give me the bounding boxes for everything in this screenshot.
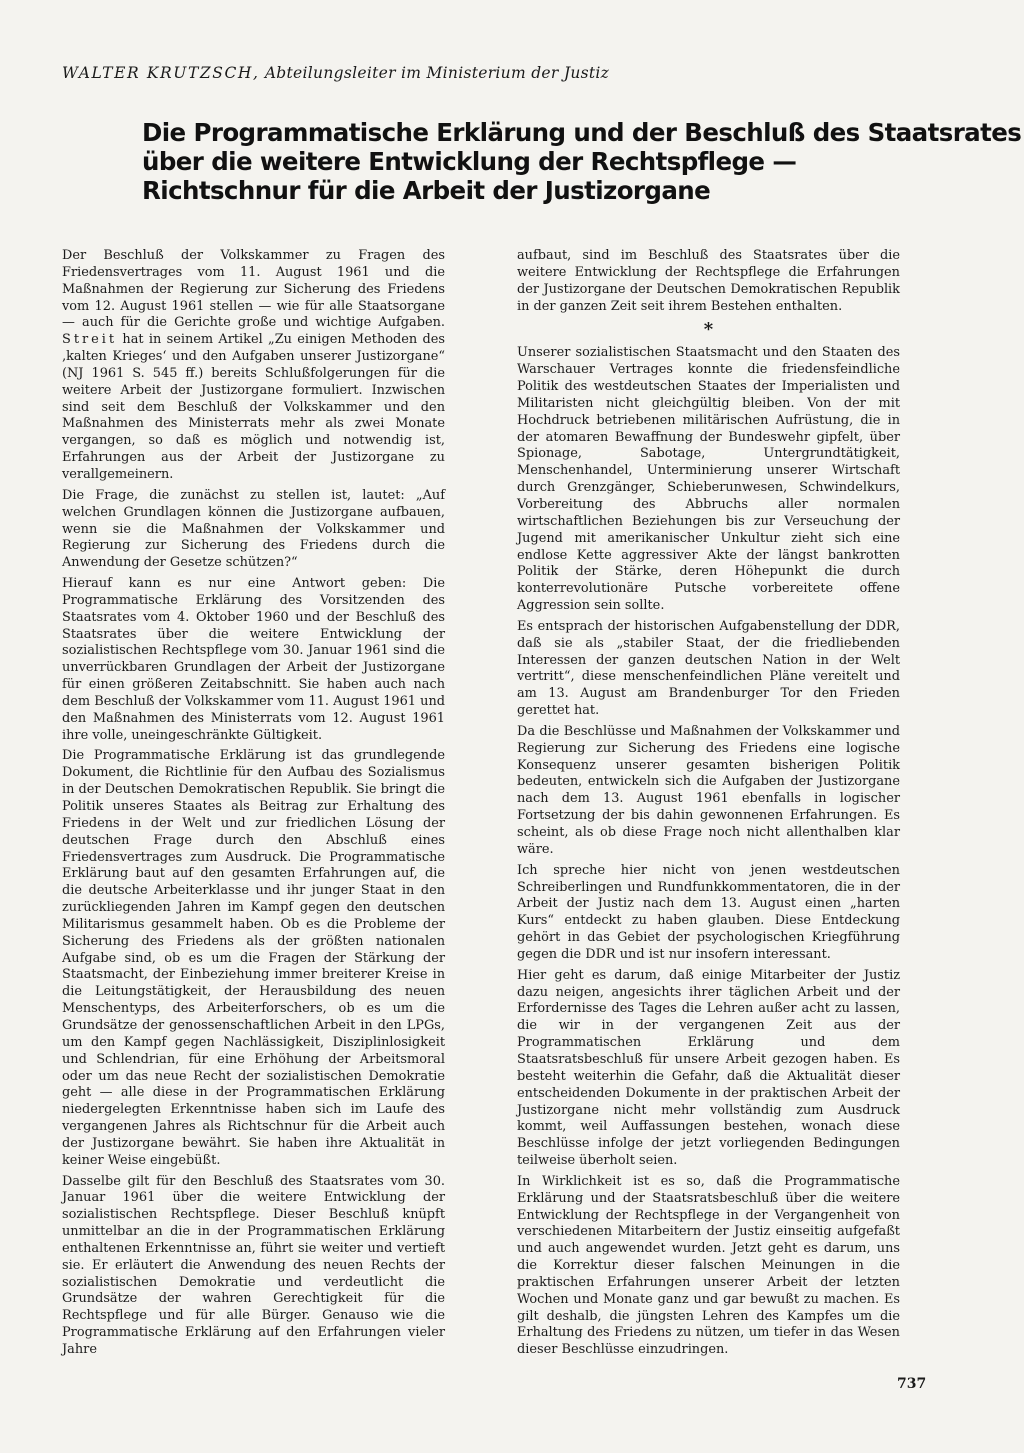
cited-author: Streit bbox=[62, 332, 118, 348]
title-line-2: über die weitere Entwicklung der Rechtspflege — bbox=[142, 147, 797, 176]
page-number: 737 bbox=[897, 1376, 927, 1392]
paragraph: Hierauf kann es nur eine Antwort geben: Die Programmatische Erklärung des Vorsitzenden des Staatsrates vom 4. Oktober 1960 und der Beschluß des Staatsrates über die weitere Entwicklung der sozialistischen Rechtspflege vom 30. Januar 1961 sind die unverrückbaren Grundlagen der Arbeit der Justizorgane für einen größeren Zeitabschnitt. Sie haben auch nach dem Beschluß der Volkskammer vom 11. August 1961 und den Maßnahmen des Ministerrats vom 12. August 1961 ihre volle, uneingeschränkte Gültigkeit. bbox=[62, 576, 445, 743]
author-byline bbox=[62, 64, 609, 82]
title-line-3: Richtschnur für die Arbeit der Justizorgane bbox=[142, 176, 711, 205]
author-role: Abteilungsleiter im Ministerium der Justiz bbox=[264, 64, 610, 82]
author-name: WALTER KRUTZSCH, bbox=[62, 64, 260, 82]
paragraph: Es entsprach der historischen Aufgabenstellung der DDR, daß sie als „stabiler Staat, der die friedliebenden Interessen der ganzen deutschen Nation in der Welt vertritt“, diese menschenfeindlichen Pläne vereitelt und am 13. August am Brandenburger Tor den Frieden gerettet hat. bbox=[517, 618, 900, 719]
paragraph: Unserer sozialistischen Staatsmacht und den Staaten des Warschauer Vertrages konnte die friedensfeindliche Politik des westdeutschen Staates der Imperialisten und Militaristen nicht gleichgültig bleiben. Von der mit Hochdruck betriebenen militärischen Aufrüstung, die in der atomaren Bewaffnung der Bundeswehr gipfelt, über Spionage, Sabotage, Untergrundtätigkeit, Menschenhandel, Unterminierung unserer Wirtschaft durch Grenzgänger, Schieberunwesen, Schwindelkurs, Vorbereitung des Abbruchs aller normalen wirtschaftlichen Beziehungen bis zur Verseuchung der Jugend mit amerikanischer Unkultur zieht sich eine endlose Kette aggressiver Akte der längst bankrotten Politik der Stärke, deren Höhepunkt die durch konterrevolutionäre Putsche vorbereitete offene Aggression sein sollte. bbox=[517, 345, 900, 614]
paragraph: Die Frage, die zunächst zu stellen ist, lautet: „Auf welchen Grundlagen können die Justizorgane aufbauen, wenn sie die Maßnahmen der Volkskammer und Regierung zur Sicherung des Friedens durch die Anwendung der Gesetze schützen?“ bbox=[62, 487, 445, 571]
paragraph-text: Der Beschluß der Volkskammer zu Fragen des Friedensvertrages vom 11. August 1961 und die Maßnahmen der Regierung zur Sicherung des Friedens vom 12. August 1961 stellen — wie für alle Staatsorgane — auch für die Gerichte große und wichtige Aufgaben. bbox=[62, 248, 445, 331]
paragraph: Dasselbe gilt für den Beschluß des Staatsrates vom 30. Januar 1961 über die weitere Entwicklung der sozialistischen Rechtspflege. Dieser Beschluß knüpft unmittelbar an die in der Programmatischen Erklärung enthaltenen Erkenntnisse an, führt sie weiter und vertieft sie. Er erläutert die Anwendung des neuen Rechts der sozialistischen Demokratie und verdeutlicht die Grundsätze der wahren Gerechtigkeit für die Rechtspflege und für alle Bürger. Genauso wie die Programmatische Erklärung auf den Erfahrungen vieler Jahre bbox=[62, 1173, 445, 1357]
left-column bbox=[62, 248, 445, 1363]
title-line-1: Die Programmatische Erklärung und der Beschluß des Staatsrates bbox=[142, 118, 1022, 147]
paragraph: In Wirklichkeit ist es so, daß die Programmatische Erklärung und der Staatsratsbeschluß über die weitere Entwicklung der Rechtspflege in der Vergangenheit von verschiedenen Mitarbeitern der Justiz einseitig aufgefaßt und auch angewendet wurden. Jetzt geht es darum, uns die Korrektur dieser falschen Meinungen in die praktischen Erfahrungen unserer Arbeit der letzten Wochen und Monate ganz und gar bewußt zu machen. Es gilt deshalb, die jüngsten Lehren des Kampfes um die Erhaltung des Friedens zu nützen, um tiefer in das Wesen dieser Beschlüsse einzudringen. bbox=[517, 1173, 900, 1358]
paragraph bbox=[62, 248, 445, 484]
paragraph: Hier geht es darum, daß einige Mitarbeiter der Justiz dazu neigen, angesichts ihrer täglichen Arbeit und der Erfordernisse des Tages die Lehren außer acht zu lassen, die wir in der vergangenen Zeit aus der Programmatischen Erklärung und dem Staatsratsbeschluß für unsere Arbeit gezogen haben. Es besteht weiterhin die Gefahr, daß die Aktualität dieser entscheidenden Dokumente in der praktischen Arbeit der Justizorgane nicht mehr vollständig zum Ausdruck kommt, weil Auffassungen bestehen, wonach diese Beschlüsse infolge der jetzt vorliegenden Bedingungen teilweise überholt seien. bbox=[517, 967, 900, 1169]
paragraph: Da die Beschlüsse und Maßnahmen der Volkskammer und Regierung zur Sicherung des Friedens eine logische Konsequenz unserer gesamten bisherigen Politik bedeuten, entwickeln sich die Aufgaben der Justizorgane nach dem 13. August 1961 ebenfalls in logischer Fortsetzung der bis dahin gewonnenen Erfahrungen. Es scheint, als ob diese Frage noch nicht allenthalben klar wäre. bbox=[517, 723, 900, 857]
paragraph-text: hat in seinem Artikel „Zu einigen Methoden des ‚kalten Krieges‘ und den Aufgaben unserer Justizorgane“ (NJ 1961 S. 545 ff.) bereits Schlußfolgerungen für die weitere Arbeit der Justizorgane formuliert. Inzwischen sind seit dem Beschluß der Volkskammer und den Maßnahmen des Ministerrats mehr als zwei Monate vergangen, so daß es möglich und notwendig ist, Erfahrungen aus der Arbeit der Justizorgane zu verallgemeinern. bbox=[62, 332, 445, 482]
right-column bbox=[517, 248, 900, 1363]
paragraph: Ich spreche hier nicht von jenen westdeutschen Schreiberlingen und Rundfunkkommentatoren, die in der Arbeit der Justiz nach dem 13. August einen „harten Kurs“ entdeckt zu haben glauben. Diese Entdeckung gehört in das Gebiet der psychologischen Kriegführung gegen die DDR und ist nur insofern interessant. bbox=[517, 862, 900, 962]
section-separator: * bbox=[703, 319, 714, 341]
article-title bbox=[142, 118, 1022, 205]
paragraph: Die Programmatische Erklärung ist das grundlegende Dokument, die Richtlinie für den Aufbau des Sozialismus in der Deutschen Demokratischen Republik. Sie bringt die Politik unseres Staates als Beitrag zur Erhaltung des Friedens in der Welt und zur friedlichen Lösung der deutschen Frage durch den Abschluß eines Friedensvertrages zum Ausdruck. Die Programmatische Erklärung baut auf den gesamten Erfahrungen auf, die die deutsche Arbeiterklasse und ihr junger Staat in den zurückliegenden Jahren im Kampf gegen den deutschen Militarismus gesammelt haben. Ob es die Probleme der Sicherung des Friedens als der größten nationalen Aufgabe sind, ob es um die Fragen der Stärkung der Staatsmacht, der Einbeziehung immer breiterer Kreise in die Leitungstätigkeit, der Herausbildung des neuen Menschentyps, des Arbeiterforschers, ob es um die Grundsätze der genossenschaftlichen Arbeit in den LPGs, um den Kampf gegen Nachlässigkeit, Disziplinlosigkeit und Schlendrian, für eine Erhöhung der Arbeitsmoral oder um das neue Recht der sozialistischen Demokratie geht — alle diese in der Programmatischen Erklärung niedergelegten Erkenntnisse haben sich im Laufe des vergangenen Jahres als Richtschnur für die Arbeit auch der Justizorgane bewährt. Sie haben ihre Aktualität in keiner Weise eingebüßt. bbox=[62, 748, 445, 1168]
paragraph: aufbaut, sind im Beschluß des Staatsrates über die weitere Entwicklung der Rechtspflege die Erfahrungen der Justizorgane der Deutschen Demokratischen Republik in der ganzen Zeit seit ihrem Bestehen enthalten. bbox=[517, 248, 900, 314]
